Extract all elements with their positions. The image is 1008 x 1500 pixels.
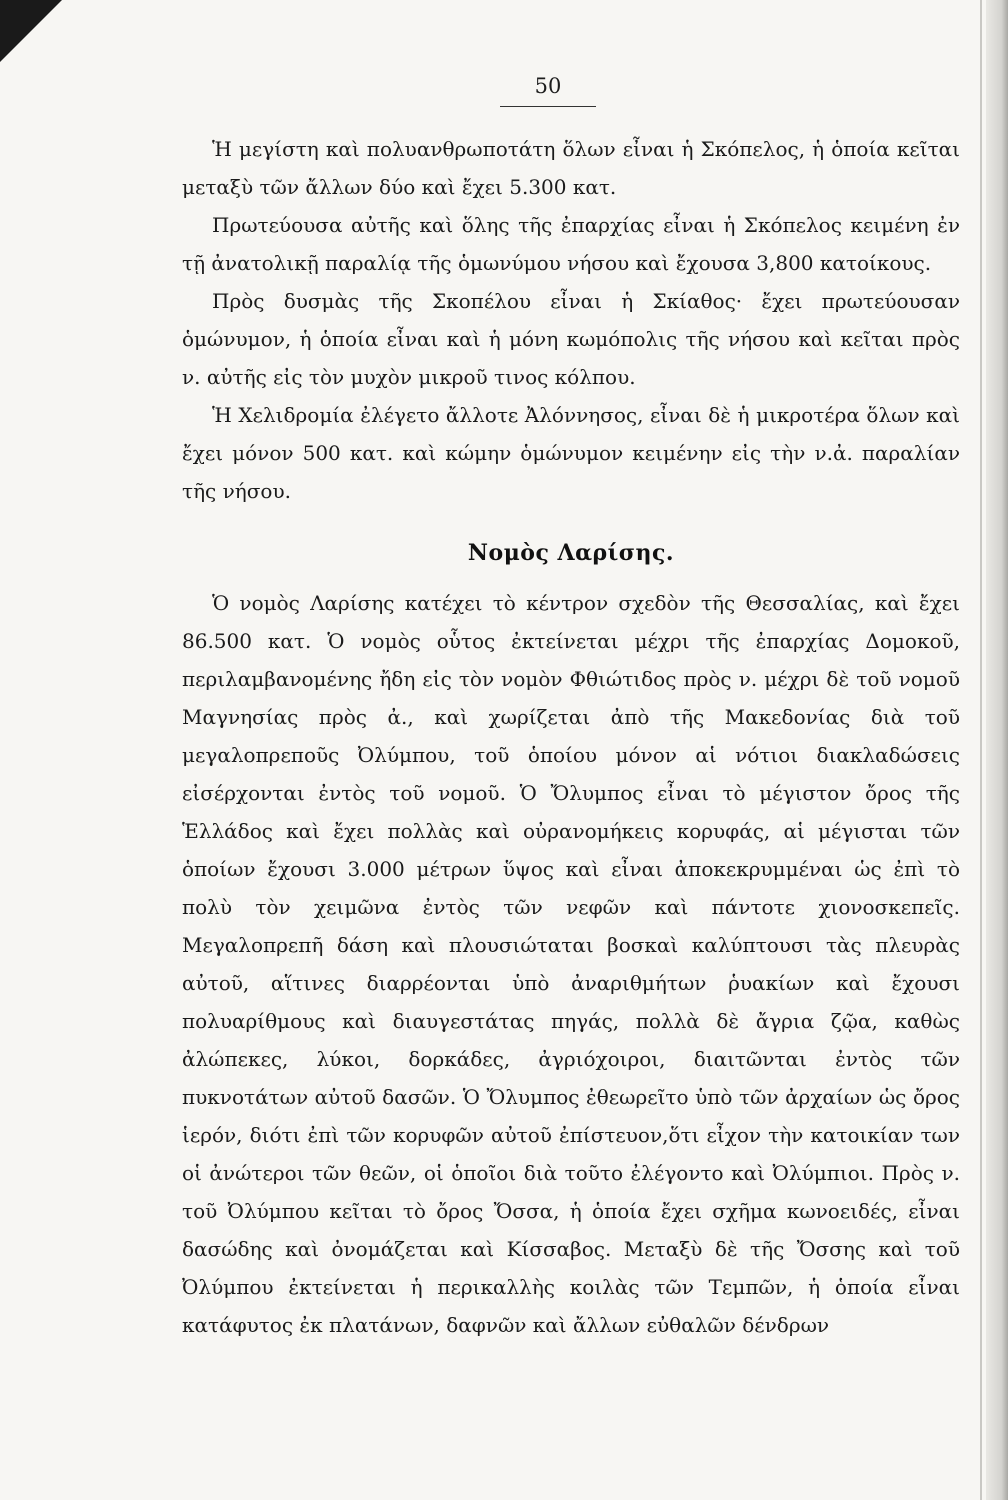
paragraph-capital-skopelos: Πρωτεύουσα αὐτῆς καὶ ὅλης τῆς ἐπαρχίας εἶναι ἡ Σκόπελος κειμένη ἐν τῇ ἀνατολικῇ παραλίᾳ τῆς ὁμωνύμου νήσου καὶ ἔχουσα 3,800 κατοίκους. [182,213,960,275]
scan-page-edge [986,0,1008,1500]
paragraph-nomos-larisis: Ὁ νομὸς Λαρίσης κατέχει τὸ κέντρον σχεδὸν τῆς Θεσσαλίας, καὶ ἔχει 86.500 κατ. Ὁ νομὸς οὗτος ἐκτείνεται μέχρι τῆς ἐπαρχίας Δομοκοῦ, περιλαμβανομένης ἤδη εἰς τὸν νομὸν Φθιώτιδος πρὸς ν. μέχρι δὲ τοῦ νομοῦ Μαγνησίας πρὸς ἀ., καὶ χωρίζεται ἀπὸ τῆς Μακεδονίας διὰ τοῦ μεγαλοπρεποῦς Ὀλύμπου, τοῦ ὁποίου μόνον αἱ νότιοι διακλαδώσεις εἰσέρχονται ἐντὸς τοῦ νομοῦ. Ὁ Ὄλυμπος εἶναι τὸ μέγιστον ὄρος τῆς Ἑλλάδος καὶ ἔχει πολλὰς καὶ οὐρανομήκεις κορυφάς, αἱ μέγισται τῶν ὁποίων ἔχουσι 3.000 μέτρων ὕψος καὶ εἶναι ἀποκεκρυμμέναι ὡς ἐπὶ τὸ πολὺ τὸν χειμῶνα ἐντὸς τῶν νεφῶν καὶ πάντοτε χιονοσκεπεῖς. Μεγαλοπρεπῆ δάση καὶ πλουσιώταται βοσκαὶ καλύπτουσι τὰς πλευρὰς αὐτοῦ, αἵτινες διαρρέονται ὑπὸ ἀναριθμήτων ῥυακίων καὶ ἔχουσι πολυαρίθμους καὶ διαυγεστάτας πηγάς, πολλὰ δὲ ἄγρια ζῷα, καθὼς ἀλώπεκες, λύκοι, δορκάδες, ἀγριόχοιροι, διαιτῶνται ἐντὸς τῶν πυκνοτάτων αὐτοῦ δασῶν. Ὁ Ὄλυμπος ἐθεωρεῖτο ὑπὸ τῶν ἀρχαίων ὡς ὄρος ἱερόν, διότι ἐπὶ τῶν κορυφῶν αὐτοῦ ἐπίστευον,ὅτι εἶχον τὴν κατοικίαν των οἱ ἀνώτεροι τῶν θεῶν, οἱ ὁποῖοι διὰ τοῦτο ἐλέγοντο καὶ Ὀλύμπιοι. Πρὸς ν. τοῦ Ὀλύμπου κεῖται τὸ ὄρος Ὄσσα, ἡ ὁποία ἔχει σχῆμα κωνοειδές, εἶναι δασώδης καὶ ὀνομάζεται καὶ Κίσσαβος. Μεταξὺ δὲ τῆς Ὄσσης καὶ τοῦ Ὀλύμπου ἐκτείνεται ἡ περικαλλὴς κοιλὰς τῶν Τεμπῶν, ἡ ὁποία εἶναι κατάφυτος ἐκ πλατάνων, δαφνῶν καὶ ἄλλων εὐθαλῶν δένδρων [182,591,960,1337]
scan-corner-shadow [0,0,62,62]
paragraph-skopelos: Ἡ μεγίστη καὶ πολυανθρωποτάτη ὅλων εἶναι ἡ Σκόπελος, ἡ ὁποία κεῖται μεταξὺ τῶν ἄλλων δύο καὶ ἔχει 5.300 κατ. [182,137,960,199]
page-number-rule [500,106,596,107]
scan-gutter-line [980,0,982,1500]
section-heading: Νομὸς Λαρίσης. [467,540,675,566]
page-number: 50 [534,74,562,98]
paragraph-chelidromia: Ἡ Χελιδρομία ἐλέγετο ἄλλοτε Ἀλόννησος, εἶναι δὲ ἡ μικροτέρα ὅλων καὶ ἔχει μόνον 500 κατ. καὶ κώμην ὁμώνυμον κειμένην εἰς τὴν ν.ἀ. παραλίαν τῆς νήσου. [182,403,960,503]
paragraph-skiathos: Πρὸς δυσμὰς τῆς Σκοπέλου εἶναι ἡ Σκίαθος· ἔχει πρωτεύουσαν ὁμώνυμον, ἡ ὁποία εἶναι καὶ ἡ μόνη κωμόπολις τῆς νήσου καὶ κεῖται πρὸς ν. αὐτῆς εἰς τὸν μυχὸν μικροῦ τινος κόλπου. [182,289,960,389]
body-text [182,130,960,1344]
